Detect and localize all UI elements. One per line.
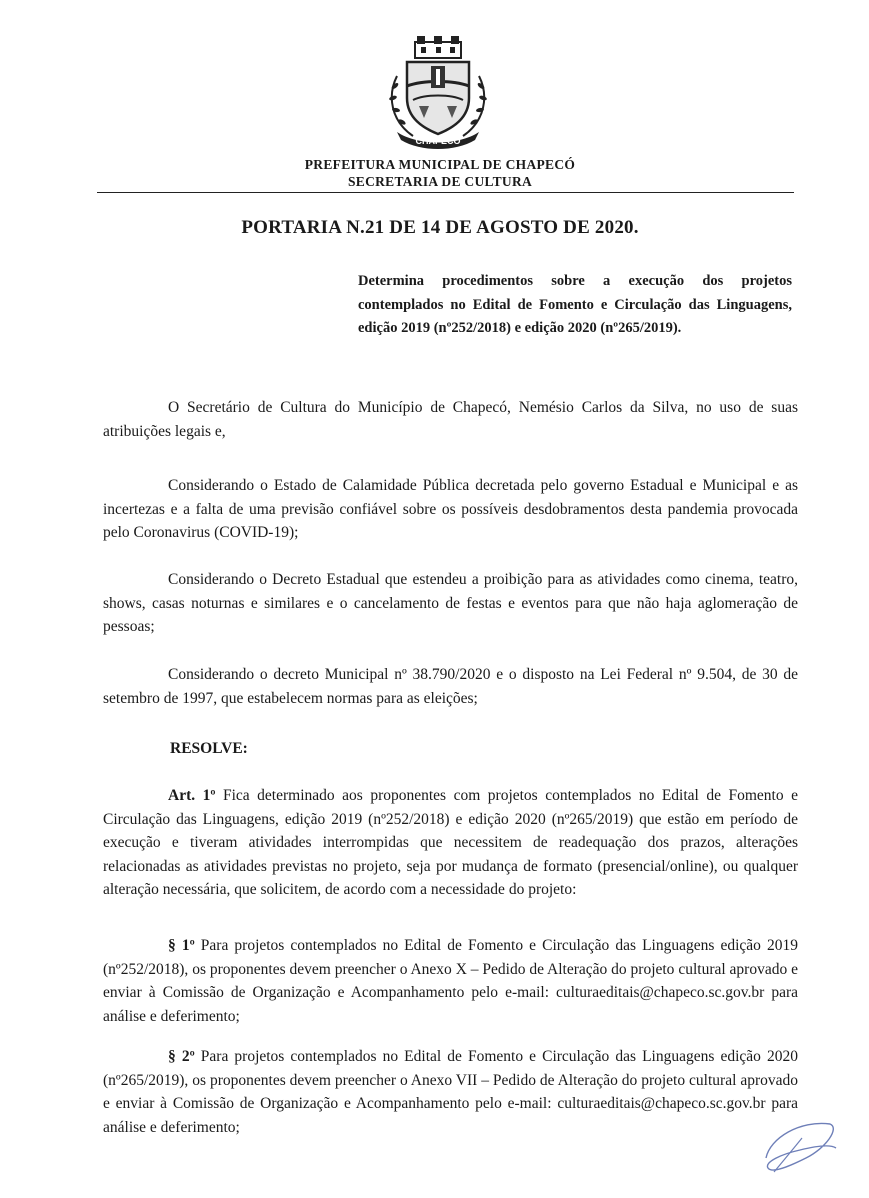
considerando-paragraph-1: Considerando o Estado de Calamidade Pública decretada pelo governo Estadual e Municipal e as incertezas e a falta de uma previsão confiável sobre os possíveis desdobramentos desta pandemia provocada pelo Coronavirus (COVID-19); [103, 477, 798, 541]
article-1 [103, 784, 798, 902]
municipal-coat-of-arms-icon [383, 36, 493, 151]
considerando-paragraph-3: Considerando o decreto Municipal nº 38.790/2020 e o disposto na Lei Federal nº 9.504, de 30 de setembro de 1997, que estabelecem normas para as eleições; [103, 666, 798, 707]
ementa-summary: Determina procedimentos sobre a execução dos projetos contemplados no Edital de Fomento e Circulação das Linguagens, edição 2019 (nº252/2018) e edição 2020 (nº265/2019). [358, 273, 792, 336]
organization-name: PREFEITURA MUNICIPAL DE CHAPECÓ [304, 157, 576, 172]
considerando-paragraph-2: Considerando o Decreto Estadual que estendeu a proibição para as atividades como cinema, teatro, shows, casas noturnas e similares e o cancelamento de festas e eventos para que não haja aglomeração de pessoas; [103, 571, 798, 635]
handwritten-initials-icon [760, 1118, 840, 1178]
department-name: SECRETARIA DE CULTURA [347, 174, 533, 189]
paragraph-2-label: § 2º [168, 1048, 195, 1065]
crest-ribbon-label: CHAPECÓ [415, 136, 461, 146]
intro-paragraph: O Secretário de Cultura do Município de Chapecó, Nemésio Carlos da Silva, no uso de suas atribuições legais e, [103, 399, 798, 440]
header-divider [97, 192, 794, 193]
paragraph-2 [103, 1045, 798, 1139]
paragraph-1-label: § 1º [168, 937, 195, 954]
paragraph-1 [103, 934, 798, 1028]
document-title: PORTARIA N.21 DE 14 DE AGOSTO DE 2020. [241, 217, 639, 238]
resolve-heading: RESOLVE: [170, 740, 248, 757]
paragraph-2-text: Para projetos contemplados no Edital de Fomento e Circulação das Linguagens edição 2020 (nº265/2019), os proponentes devem preencher o Anexo VII – Pedido de Alteração do projeto cultural aprovado e enviar à Comissão de Organização e Acompanhamento pelo e-mail: culturaeditais@chapeco.sc.gov.br para análise e deferimento; [103, 1048, 798, 1136]
article-1-text: Fica determinado aos proponentes com projetos contemplados no Edital de Fomento e Circulação das Linguagens, edição 2019 (nº252/2018) e edição 2020 (nº265/2019) que estão em período de execução e tiveram atividades interrompidas que necessitem de readequação dos prazos, alterações relacionadas as atividades previstas no projeto, seja por mudança de formato (presencial/online), ou qualquer alteração necessária, que solicitem, de acordo com a necessidade do projeto: [103, 787, 798, 898]
article-1-label: Art. 1º [168, 787, 216, 804]
paragraph-1-text: Para projetos contemplados no Edital de Fomento e Circulação das Linguagens edição 2019 (nº252/2018), os proponentes devem preencher o Anexo X – Pedido de Alteração do projeto cultural aprovado e enviar à Comissão de Organização e Acompanhamento pelo e-mail: culturaeditais@chapeco.sc.gov.br para análise e deferimento; [103, 937, 798, 1025]
